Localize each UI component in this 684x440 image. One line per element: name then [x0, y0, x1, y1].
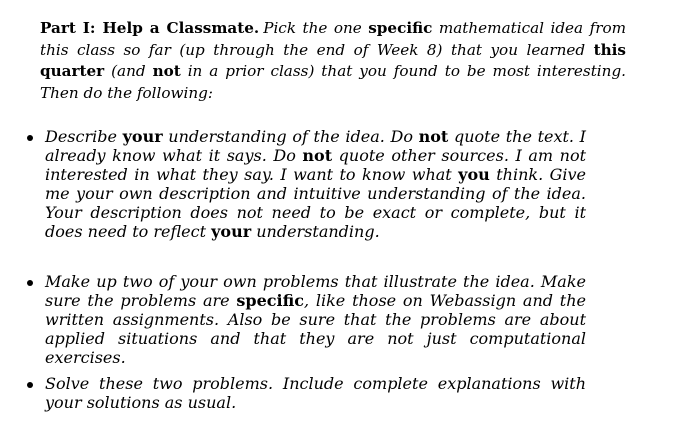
list-item-text [45, 272, 586, 367]
bullet-icon [27, 280, 33, 286]
list-item [45, 127, 586, 241]
item-text-run: Make up two of your own problems that illustrate the idea. Make sure the problems are [45, 272, 586, 310]
item-text-run: , like those on Webassign and the written assignments. Also be sure that the problems are about applied situations and that they are not just computational exercises. [45, 291, 587, 367]
item-emphasis: specific [236, 291, 304, 310]
list-item-text [45, 374, 586, 412]
part-heading: Part I: Help a Classmate. [40, 19, 260, 37]
list-item-text [45, 127, 586, 241]
item-text-run: Describe [45, 127, 123, 146]
intro-emphasis: this quarter [40, 40, 626, 81]
intro-text: mathematical idea from this class so far (up through the end of Week 8) that you learned [40, 19, 627, 59]
item-text-run: understanding. [251, 222, 380, 241]
bullet-icon [27, 382, 33, 388]
assignment-document [40, 18, 626, 104]
list-item [45, 272, 586, 367]
item-text-run: think. Give me your own description and intuitive understanding of the idea. Your description does not need to be exact or complete, but it does need to reflect [45, 165, 586, 241]
intro-text: Pick the one [263, 19, 369, 37]
intro-text: (and [104, 62, 153, 81]
item-text-run: understanding of the idea. Do [162, 127, 419, 146]
part-intro-paragraph [40, 18, 626, 104]
intro-emphasis: specific [368, 19, 433, 37]
bullet-icon [27, 135, 33, 141]
item-text-run: Solve these two problems. Include complete explanations with your solutions as usual. [45, 374, 586, 412]
item-emphasis: your [211, 222, 252, 241]
intro-text: in a prior class) that you found to be most interesting. Then do the following: [40, 62, 626, 102]
item-emphasis: not [302, 146, 333, 165]
intro-emphasis: not [152, 62, 181, 81]
item-emphasis: your [122, 127, 163, 146]
item-emphasis: you [458, 165, 490, 184]
list-item [45, 374, 586, 412]
item-emphasis: not [418, 127, 449, 146]
item-text-run: quote other sources. I am not interested in what they say. I want to know what [45, 146, 587, 184]
item-text-run: quote the text. I already know what it says. Do [45, 127, 587, 165]
